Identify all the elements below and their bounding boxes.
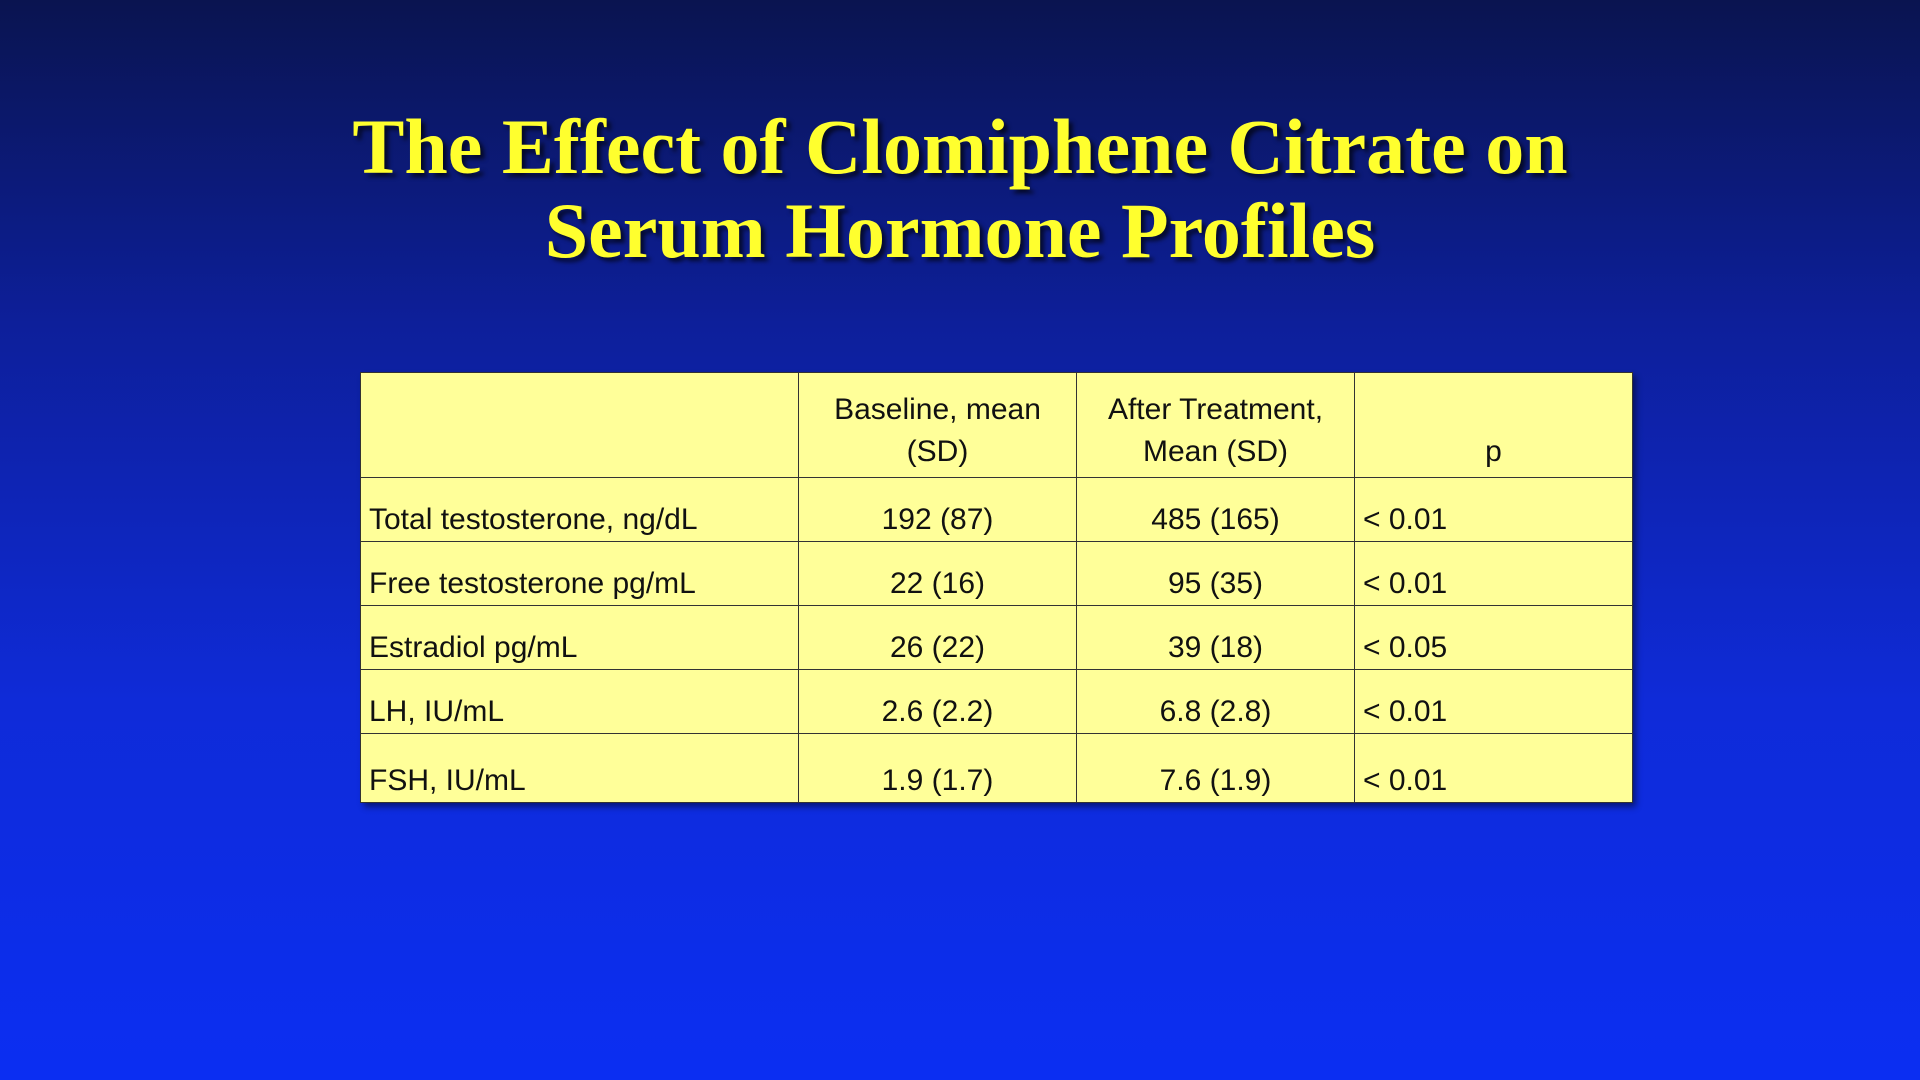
table-row xyxy=(361,734,1633,803)
row-baseline: 22 (16) xyxy=(799,542,1077,606)
row-after: 95 (35) xyxy=(1077,542,1355,606)
header-baseline-line-2: (SD) xyxy=(906,435,969,468)
row-baseline: 1.9 (1.7) xyxy=(799,734,1077,803)
row-after: 39 (18) xyxy=(1077,606,1355,670)
header-after-line-1: After Treatment, xyxy=(1107,393,1324,426)
header-after-treatment xyxy=(1077,373,1355,478)
row-after: 7.6 (1.9) xyxy=(1077,734,1355,803)
hormone-table xyxy=(360,372,1633,803)
row-label: Total testosterone, ng/dL xyxy=(361,478,799,542)
row-p-value: < 0.01 xyxy=(1355,734,1633,803)
header-baseline-line-1: Baseline, mean xyxy=(834,393,1041,426)
row-label: LH, IU/mL xyxy=(361,670,799,734)
header-blank xyxy=(361,373,799,478)
row-p-value: < 0.01 xyxy=(1355,478,1633,542)
row-p-value: < 0.01 xyxy=(1355,542,1633,606)
table-header-row xyxy=(361,373,1633,478)
row-after: 485 (165) xyxy=(1077,478,1355,542)
header-after-line-2: Mean (SD) xyxy=(1142,435,1289,468)
table-row xyxy=(361,478,1633,542)
row-p-value: < 0.05 xyxy=(1355,606,1633,670)
row-baseline: 192 (87) xyxy=(799,478,1077,542)
table-row xyxy=(361,606,1633,670)
slide-title-line-2: Serum Hormone Profiles xyxy=(544,187,1376,274)
row-p-value: < 0.01 xyxy=(1355,670,1633,734)
table-row xyxy=(361,542,1633,606)
slide-title-line-1: The Effect of Clomiphene Citrate on xyxy=(352,103,1568,190)
row-label: Estradiol pg/mL xyxy=(361,606,799,670)
row-label: FSH, IU/mL xyxy=(361,734,799,803)
row-label: Free testosterone pg/mL xyxy=(361,542,799,606)
row-after: 6.8 (2.8) xyxy=(1077,670,1355,734)
header-baseline xyxy=(799,373,1077,478)
row-baseline: 2.6 (2.2) xyxy=(799,670,1077,734)
row-baseline: 26 (22) xyxy=(799,606,1077,670)
hormone-table-container xyxy=(360,372,1632,803)
table-row xyxy=(361,670,1633,734)
header-p: p xyxy=(1355,373,1633,478)
slide-title xyxy=(0,105,1920,273)
